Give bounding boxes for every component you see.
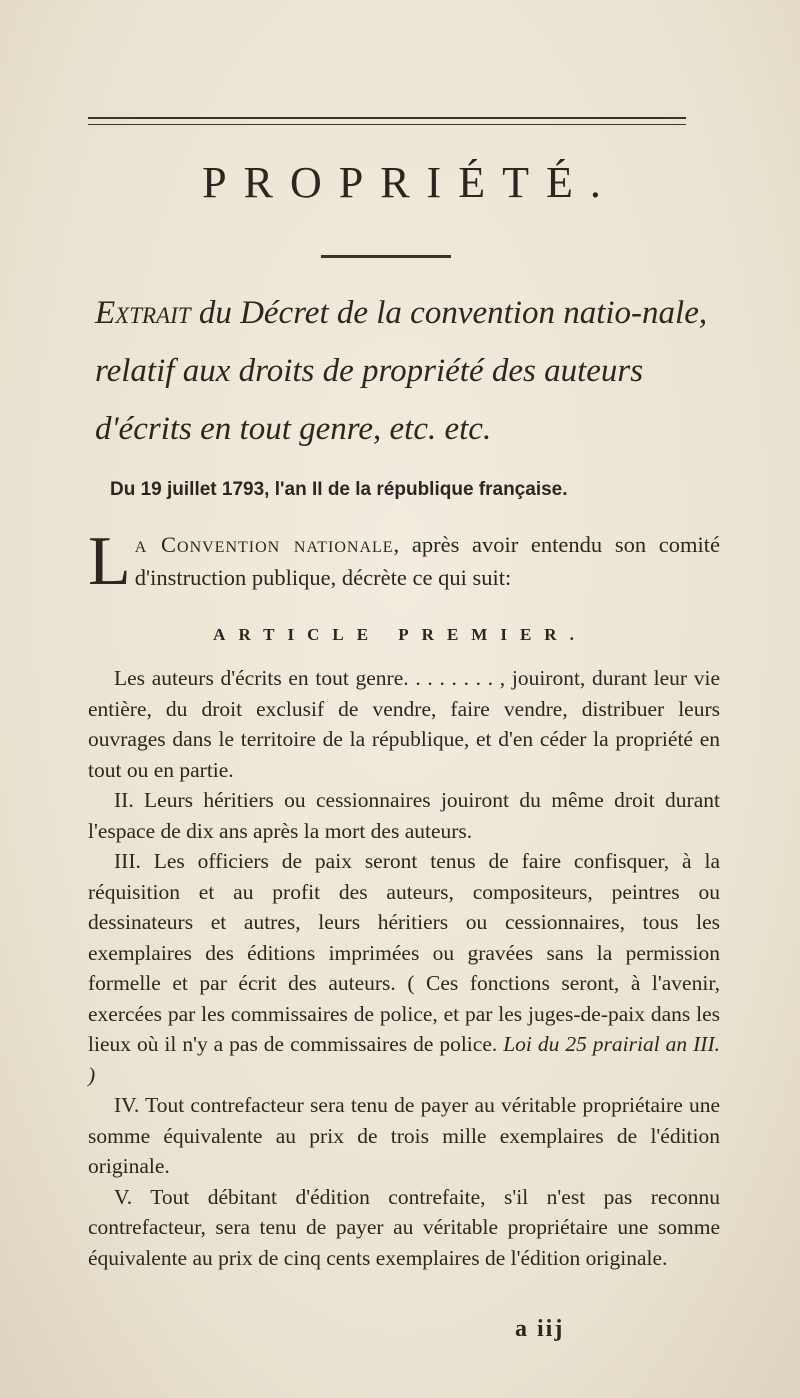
article-law: Loi du 25 prairial an III. ) bbox=[88, 1032, 720, 1087]
intro-smallcaps: a Convention nationale bbox=[134, 532, 394, 557]
article-text: II. Leurs héritiers ou cessionnaires jouiront du même droit durant l'espace de dix ans après la mort des auteurs. bbox=[88, 788, 720, 843]
intro-paragraph bbox=[88, 523, 720, 600]
page-heading: PROPRIÉTÉ. bbox=[202, 158, 618, 207]
article-text: Les auteurs d'écrits en tout genre. . . . . . . . , jouiront, durant leur vie entière, du droit exclusif de vendre, faire vendre, distribuer leurs ouvrages dans le territoire de la république, et d'en céder la propriété en tout ou en partie. bbox=[88, 666, 720, 782]
article-text: III. Les officiers de paix seront tenus de faire confisquer, à la réquisition et au profit des auteurs, compositeurs, peintres ou dessinateurs et autres, leurs héritiers ou cessionnaires, tous les exemplaires des éditions imprimées ou gravées sans la permission formelle et par écrit des auteurs. ( Ces fonctions seront, à l'avenir, exercées par les commissaires de police, et par les juges-de-paix dans les lieux où il n'y a pas de commissaires de police. bbox=[88, 849, 720, 1056]
article-title: ARTICLE PREMIER. bbox=[213, 625, 587, 644]
article-4 bbox=[88, 1090, 720, 1182]
extrait-title bbox=[95, 284, 715, 458]
article-1 bbox=[88, 663, 720, 785]
article-text: IV. Tout contrefacteur sera tenu de payer au véritable propriétaire une somme équivalente au prix de trois mille exemplaires de l'édition originale. bbox=[88, 1093, 720, 1178]
extrait-lead: Extrait bbox=[95, 295, 191, 331]
intro-text: , après avoir entendu son comité d'instruction publique, décrète ce qui suit: bbox=[134, 532, 720, 590]
extrait-text: du Décret de la convention natio-nale, relatif aux droits de propriété des auteurs d'écrits en tout genre, etc. etc. bbox=[95, 295, 708, 447]
signature-mark: a iij bbox=[515, 1316, 565, 1342]
date-line: Du 19 juillet 1793, l'an II de la république française. bbox=[110, 479, 568, 500]
article-2 bbox=[88, 785, 720, 846]
article-5 bbox=[88, 1182, 720, 1274]
top-rule bbox=[88, 117, 686, 125]
drop-cap: L bbox=[88, 523, 131, 600]
heading-rule bbox=[321, 255, 451, 258]
articles-list bbox=[88, 663, 720, 1273]
article-3 bbox=[88, 846, 720, 1090]
article-text: V. Tout débitant d'édition contrefaite, s'il n'est pas reconnu contrefacteur, sera tenu de payer au véritable propriétaire une somme équivalente au prix de cinq cents exemplaires de l'édition originale. bbox=[88, 1184, 720, 1270]
